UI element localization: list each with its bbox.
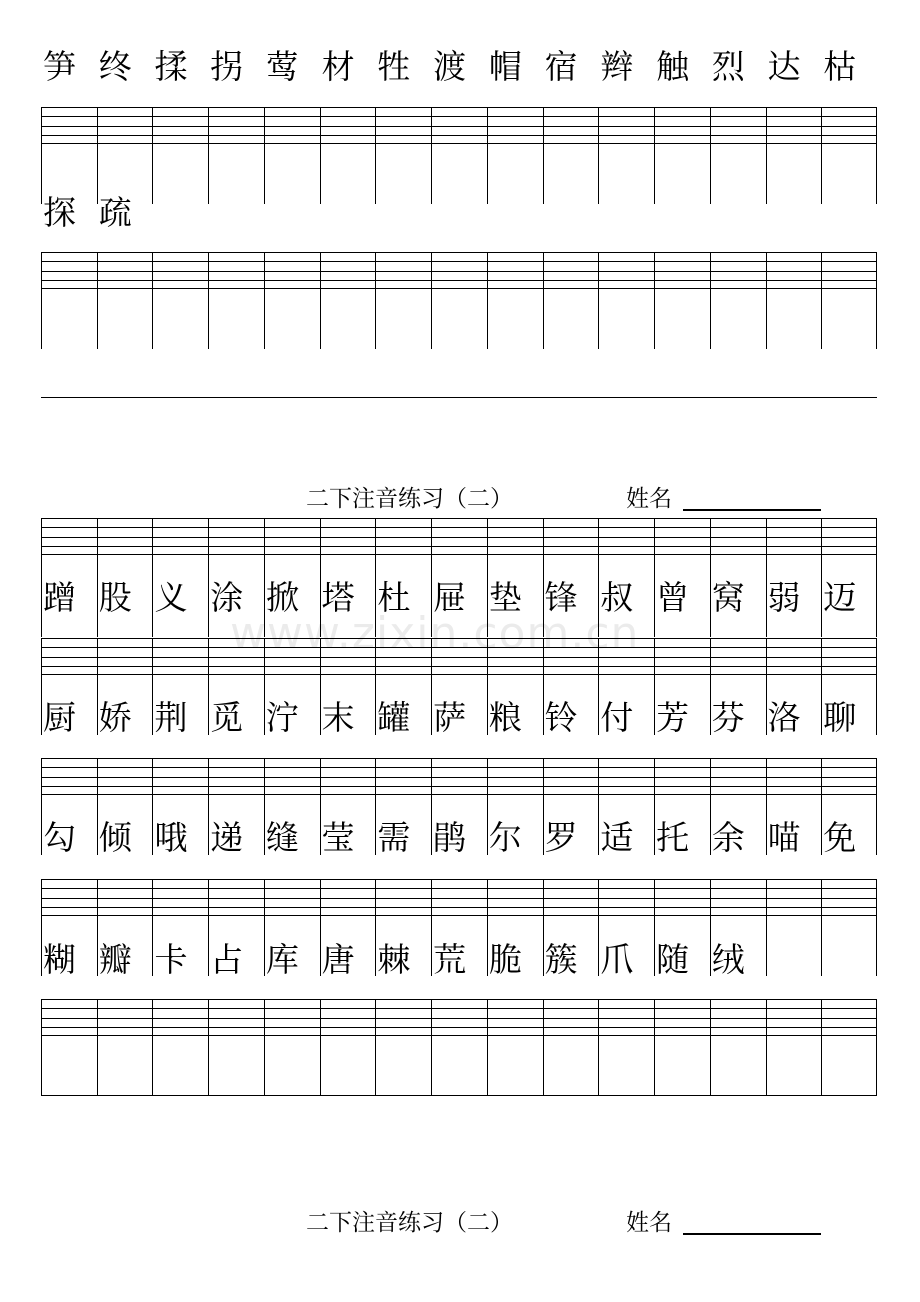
char: 需 <box>377 818 411 857</box>
char: 聊 <box>823 698 857 737</box>
char: 铃 <box>544 698 578 737</box>
char: 股 <box>98 578 132 617</box>
char: 脆 <box>488 940 522 979</box>
char: 帽 <box>488 47 522 86</box>
char: 触 <box>656 47 690 86</box>
char: 芬 <box>711 698 745 737</box>
char: 托 <box>656 818 690 857</box>
char-row <box>41 688 877 748</box>
watermark: www.zixin.com.cn <box>230 608 640 659</box>
worksheet-title: 二下注音练习（二） <box>306 1210 513 1236</box>
char: 泞 <box>265 698 299 737</box>
char: 荆 <box>154 698 188 737</box>
char: 牲 <box>377 47 411 86</box>
char: 萨 <box>433 698 467 737</box>
char: 疏 <box>98 193 132 232</box>
pinyin-grid[interactable] <box>41 999 877 1096</box>
char: 卡 <box>154 940 188 979</box>
char: 屉 <box>433 578 467 617</box>
char: 杜 <box>377 578 411 617</box>
char: 付 <box>600 698 634 737</box>
char: 窝 <box>711 578 745 617</box>
char: 粮 <box>488 698 522 737</box>
char: 荒 <box>433 940 467 979</box>
char: 揉 <box>154 47 188 86</box>
worksheet-title: 二下注音练习（二） <box>306 486 513 512</box>
char: 宿 <box>544 47 578 86</box>
char: 蹭 <box>43 578 76 617</box>
char: 莺 <box>265 47 299 86</box>
char: 占 <box>210 940 244 979</box>
char: 绒 <box>711 940 745 979</box>
grid-bottom-line <box>41 1095 877 1096</box>
char: 余 <box>711 818 745 857</box>
char: 锋 <box>544 578 578 617</box>
char: 鹃 <box>433 818 467 857</box>
char: 迈 <box>823 578 857 617</box>
char: 达 <box>767 47 801 86</box>
char: 洛 <box>767 698 801 737</box>
char-row <box>41 37 877 97</box>
char: 笋 <box>43 47 76 86</box>
char: 辫 <box>600 47 634 86</box>
char: 免 <box>823 818 857 857</box>
char: 糊 <box>43 940 76 979</box>
name-field[interactable] <box>683 487 821 511</box>
char: 罗 <box>544 818 578 857</box>
char: 棘 <box>377 940 411 979</box>
char: 库 <box>265 940 299 979</box>
name-label: 姓名 <box>626 1210 672 1236</box>
char: 觅 <box>210 698 244 737</box>
char: 勾 <box>43 818 76 857</box>
char: 递 <box>210 818 244 857</box>
char: 塔 <box>321 578 355 617</box>
char: 叔 <box>600 578 634 617</box>
char: 倾 <box>98 818 132 857</box>
char: 曾 <box>656 578 690 617</box>
char: 渡 <box>433 47 467 86</box>
name-field[interactable] <box>683 1211 821 1235</box>
char: 探 <box>43 193 76 232</box>
char: 掀 <box>265 578 299 617</box>
name-label: 姓名 <box>626 486 672 512</box>
char: 哦 <box>154 818 188 857</box>
char: 涂 <box>210 578 244 617</box>
char: 末 <box>321 698 355 737</box>
char: 缝 <box>265 818 299 857</box>
char-row <box>41 183 877 243</box>
char: 拐 <box>210 47 244 86</box>
char: 芳 <box>656 698 690 737</box>
char: 娇 <box>98 698 132 737</box>
char-row <box>41 808 877 868</box>
char: 垫 <box>488 578 522 617</box>
char: 爪 <box>600 940 634 979</box>
char: 材 <box>321 47 355 86</box>
pinyin-grid[interactable] <box>41 252 877 349</box>
char: 终 <box>98 47 132 86</box>
char-row <box>41 930 877 990</box>
char: 义 <box>154 578 188 617</box>
char: 适 <box>600 818 634 857</box>
char: 唐 <box>321 940 355 979</box>
char: 簇 <box>544 940 578 979</box>
char: 枯 <box>823 47 857 86</box>
char: 随 <box>656 940 690 979</box>
char: 烈 <box>711 47 745 86</box>
char: 厨 <box>43 698 76 737</box>
divider <box>41 397 877 398</box>
char: 莹 <box>321 818 355 857</box>
char: 喵 <box>767 818 801 857</box>
char: 瓣 <box>98 940 132 979</box>
char: 罐 <box>377 698 411 737</box>
char: 尔 <box>488 818 522 857</box>
char: 弱 <box>767 578 801 617</box>
